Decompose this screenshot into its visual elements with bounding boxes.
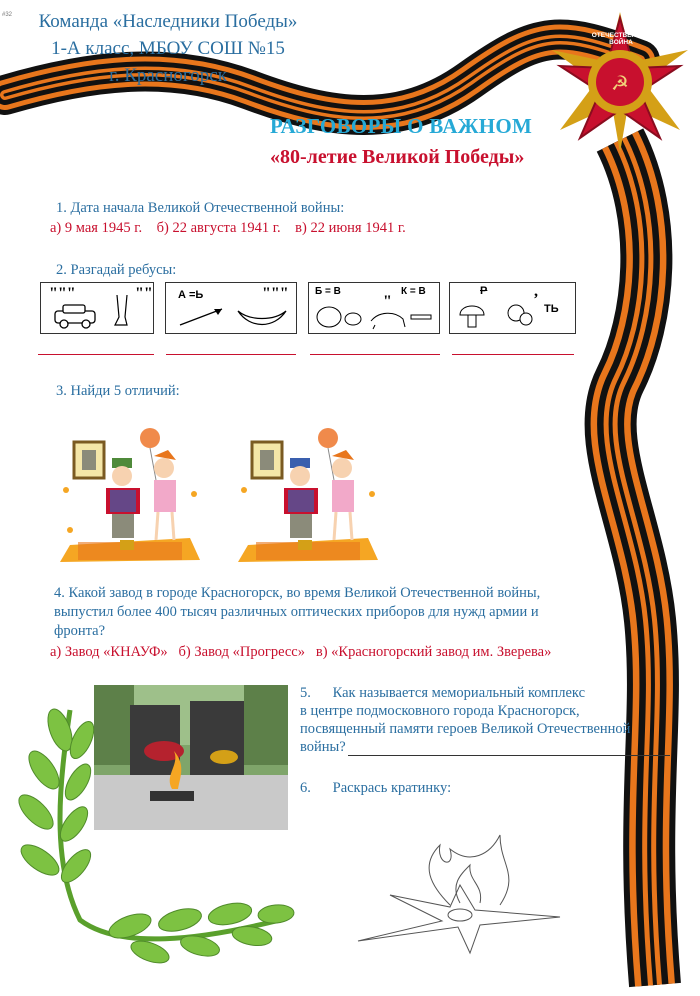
order-badge-text: ОТЕЧЕСТВЕННАЯ ВОЙНА: [591, 32, 651, 46]
banana-icon: [234, 301, 290, 329]
question-4-line-1: 4. Какой завод в городе Красногорск, во время Великой Отечественной войны,: [54, 585, 541, 601]
question-5-line-1: 5. Как называется мемориальный комплекс: [300, 685, 586, 701]
question-5-line-4: [300, 738, 680, 756]
car-icon: [51, 303, 101, 329]
team-header: [18, 8, 318, 89]
rebus-4-letter: Р: [480, 285, 488, 297]
rebus-3-formula-1: Б = В: [315, 286, 341, 297]
rebus-3-comma: ": [383, 293, 392, 310]
question-5-answer-line[interactable]: [348, 741, 670, 756]
corner-mark: #32: [2, 12, 13, 18]
rebus-4-answer-line[interactable]: [452, 354, 574, 355]
horse-leg-icon: [111, 293, 133, 329]
children-picture-right: [238, 420, 378, 565]
question-4-line-2: выпустил более 400 тысяч различных оптических приборов для нужд армии и: [54, 604, 539, 620]
question-2: 2. Разгадай ребусы:: [56, 262, 177, 278]
team-name: Команда «Наследники Победы»: [38, 11, 298, 32]
laurel-branch: [0, 700, 300, 991]
question-5: [300, 684, 680, 756]
team-class: 1-А класс, МБОУ СОШ №15: [51, 38, 285, 59]
rebus-2-commas: """: [262, 285, 289, 302]
eternal-flame-coloring: [350, 825, 570, 955]
rebus-1-right-commas: "": [135, 285, 153, 302]
question-1: 1. Дата начала Великой Отечественной войны:: [56, 200, 345, 216]
rebus-2-formula: А =Ь: [178, 289, 204, 301]
question-4: [54, 584, 624, 641]
page-subtitle: «80-летие Великой Победы»: [270, 146, 525, 168]
question-1-answers: а) 9 мая 1945 г. б) 22 августа 1941 г. в) 22 июня 1941 г.: [50, 220, 406, 236]
rebus-1-left-commas: """: [49, 285, 76, 302]
order-badge: [548, 10, 693, 155]
question-4-answers: а) Завод «КНАУФ» б) Завод «Прогресс» в) «Красногорский завод им. Зверева»: [50, 644, 552, 660]
team-city: г. Красногорск: [109, 65, 227, 86]
rebus-1: [40, 282, 154, 334]
question-5-line-4-text: войны?: [300, 739, 346, 755]
question-4-line-3: фронта?: [54, 623, 106, 639]
question-3: 3. Найди 5 отличий:: [56, 383, 180, 399]
arrow-icon: [178, 305, 228, 327]
rebus-4-ending: ТЬ: [544, 303, 559, 315]
flame-star-outline-icon: [350, 825, 570, 955]
rebus-3: [308, 282, 440, 334]
animals-bone-icon: [313, 301, 435, 331]
rebus-4: [449, 282, 576, 334]
rebus-3-answer-line[interactable]: [310, 354, 440, 355]
mushroom-flower-icon: [454, 299, 544, 331]
rebus-2: [165, 282, 297, 334]
question-6: 6. Раскрась кратинку:: [300, 780, 452, 796]
svg-text:☭: ☭: [611, 71, 629, 95]
page-title: РАЗГОВОРЫ О ВАЖНОМ: [270, 114, 533, 138]
question-5-line-2: в центре подмосковного города Красногорск,: [300, 703, 580, 719]
question-5-line-3: посвященный памяти героев Великой Отечественной: [300, 721, 631, 737]
children-picture-left: [60, 420, 200, 565]
laurel-leaves-icon: [0, 700, 300, 991]
difference-picture-right: [238, 420, 378, 565]
rebus-3-formula-2: К = В: [401, 286, 426, 297]
difference-picture-left: [60, 420, 200, 565]
rebus-4-comma: ,: [534, 283, 538, 300]
rebus-1-answer-line[interactable]: [38, 354, 154, 355]
rebus-2-answer-line[interactable]: [166, 354, 296, 355]
